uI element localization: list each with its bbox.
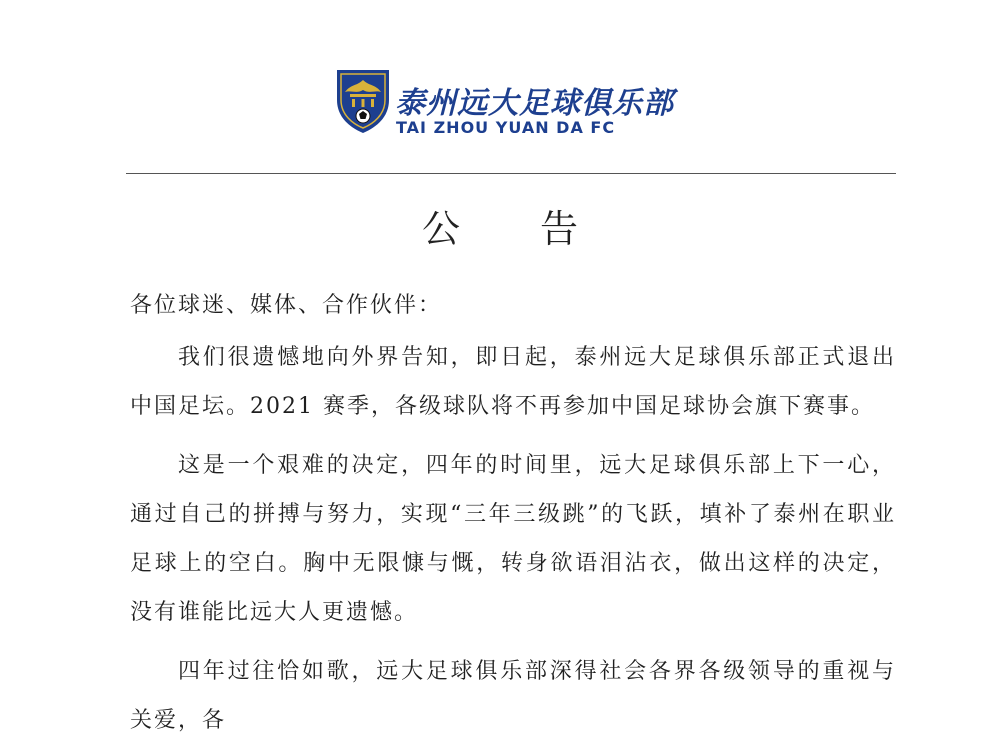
club-name-chinese: 泰州远大足球俱乐部 <box>395 86 674 121</box>
club-name-english: TAI ZHOU YUAN DA FC <box>396 118 616 137</box>
notice-title: 公 告 <box>421 207 613 251</box>
header-divider <box>126 173 896 174</box>
paragraph-decision: 这是一个艰难的决定，四年的时间里，远大足球俱乐部上下一心，通过自己的拼搏与努力，实现“三年三级跳”的飞跃，填补了泰州在职业足球上的空白。胸中无限慷与慨，转身欲语泪沾衣，做出这样的决定，没有谁能比远大人更遗憾。 <box>130 453 896 625</box>
salutation: 各位球迷、媒体、合作伙伴： <box>130 293 443 318</box>
paragraph-withdrawal: 我们很遗憾地向外界告知，即日起，泰州远大足球俱乐部正式退出中国足坛。2021 赛季，各级球队将不再参加中国足球协会旗下赛事。 <box>130 345 896 419</box>
club-crest-icon <box>333 66 393 134</box>
letterhead <box>0 0 1000 175</box>
paragraph-gratitude: 四年过往恰如歌，远大足球俱乐部深得社会各界各级领导的重视与关爱，各 <box>130 659 896 733</box>
